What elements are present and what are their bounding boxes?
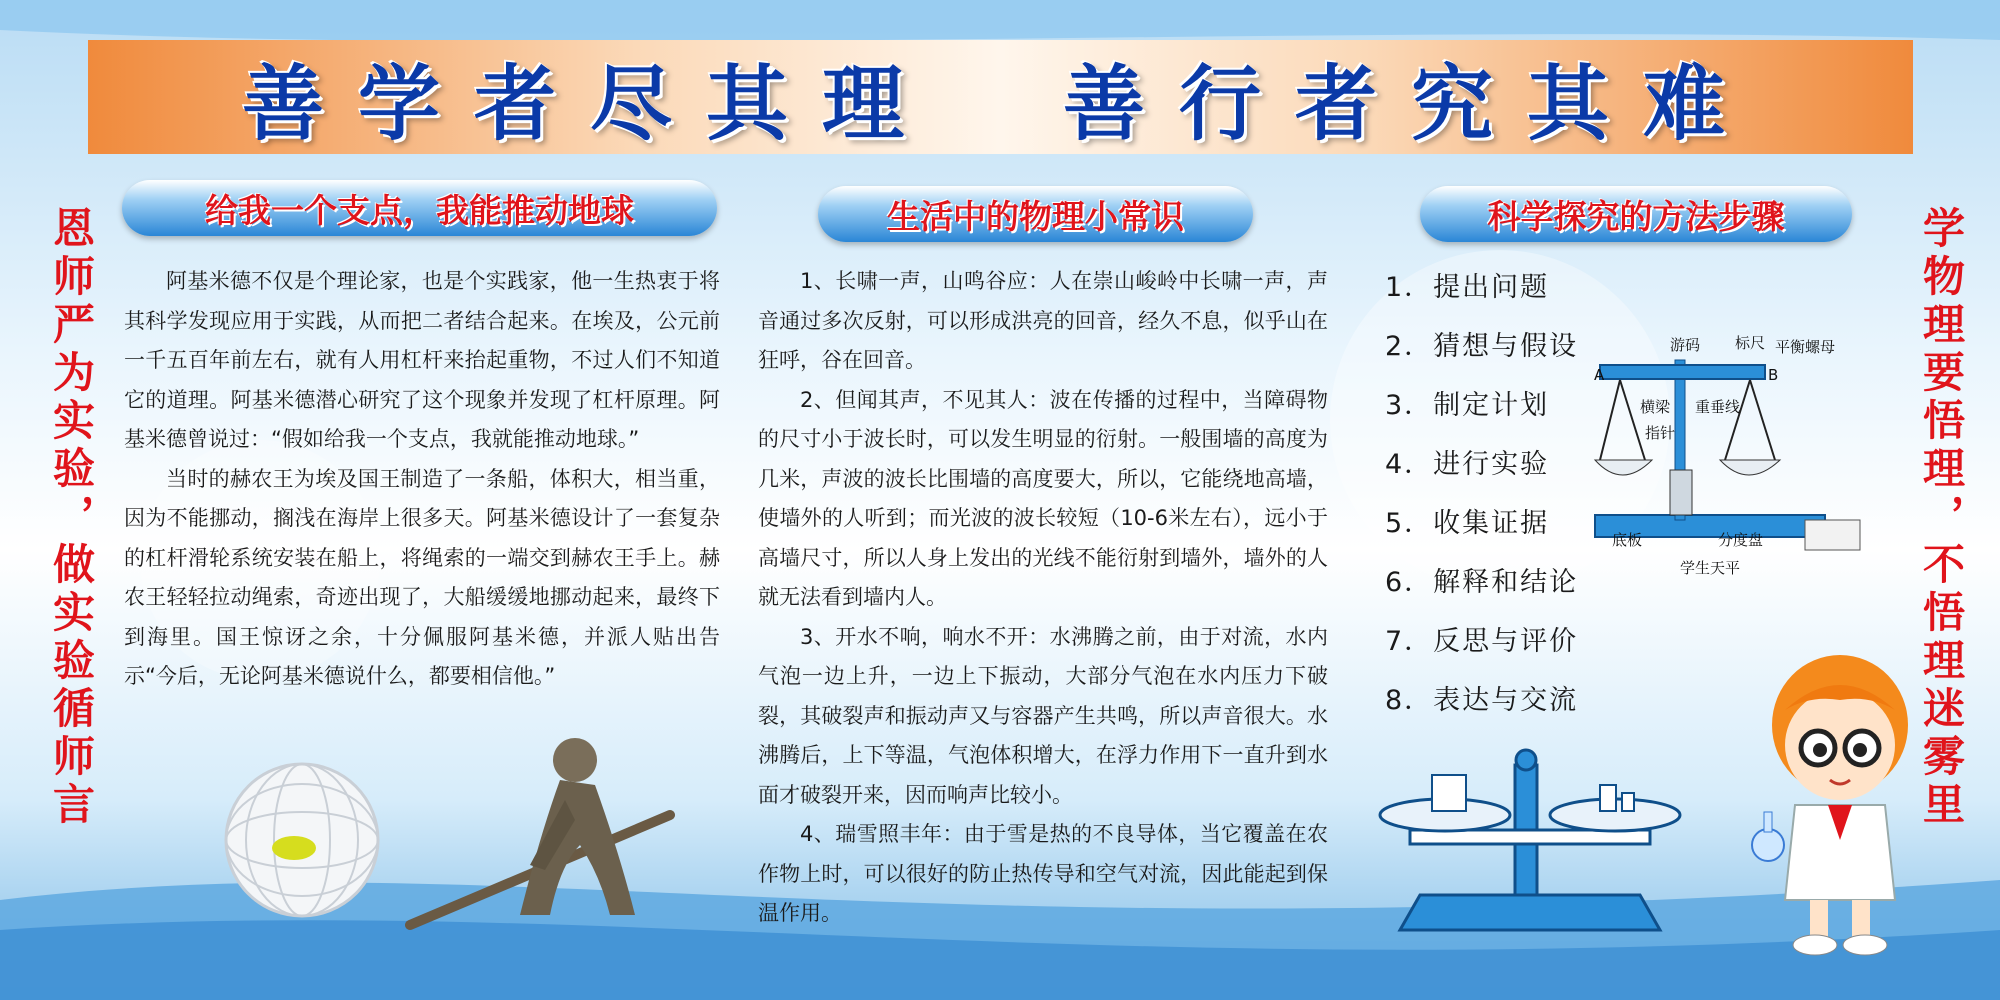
page-title: 善学者尽其理 善行者究其难 bbox=[241, 55, 1760, 152]
label-b: B bbox=[1768, 366, 1779, 384]
label-weights: 游码 bbox=[1670, 336, 1701, 354]
method-step: 8．表达与交流 bbox=[1385, 685, 1579, 716]
method-step: 5．收集证据 bbox=[1385, 508, 1550, 539]
life-section-title: 生活中的物理小常识 bbox=[887, 196, 1184, 236]
label-nut: 平衡螺母 bbox=[1775, 338, 1836, 356]
student-balance-diagram bbox=[1590, 330, 1880, 590]
method-section-title: 科学探究的方法步骤 bbox=[1487, 196, 1785, 236]
method-step: 7．反思与评价 bbox=[1385, 626, 1579, 657]
label-scale: 标尺 bbox=[1735, 334, 1766, 352]
life-paragraph: 3、开水不响，响水不开：水沸腾之前，由于对流，水内气泡一边上升，一边上下振动，大部分气泡在水内压力下破裂，其破裂声和振动声又与容器产生共鸣，所以声音很大。水沸腾后，上下等温，气泡体积增大，在浮力作用下一直升到水面才破裂开来，因而响声比较小。 bbox=[758, 624, 1328, 807]
method-step: 3．制定计划 bbox=[1385, 390, 1550, 421]
blue-balance-illustration bbox=[1370, 735, 1690, 940]
method-step: 1．提出问题 bbox=[1385, 272, 1550, 303]
lever-paragraph: 阿基米德不仅是个理论家，也是个实践家，他一生热衷于将其科学发现应用于实践，从而把二者结合起来。在埃及，公元前一千五百年前左右，就有人用杠杆来抬起重物，不过人们不知道它的道理。阿基米德潜心研究了这个现象并发现了杠杆原理。阿基米德曾说过：“假如给我一个支点，我就能推动地球。” bbox=[124, 269, 720, 451]
method-step: 4．进行实验 bbox=[1385, 449, 1550, 480]
life-section-body bbox=[758, 262, 1328, 934]
left-slogan: 恩师严为实验，做实验循师言 bbox=[47, 206, 96, 830]
label-dial: 分度盘 bbox=[1718, 531, 1764, 549]
lever-section-header bbox=[122, 180, 717, 236]
method-step: 2．猜想与假设 bbox=[1385, 331, 1579, 362]
life-paragraph: 4、瑞雪照丰年：由于雪是热的不良导体，当它覆盖在农作物上时，可以很好的防止热传导和空气对流，因此能起到保温作用。 bbox=[758, 822, 1328, 925]
lever-paragraph: 当时的赫农王为埃及国王制造了一条船，体积大，相当重，因为不能挪动，搁浅在海岸上很多天。阿基米德设计了一套复杂的杠杆滑轮系统安装在船上，将绳索的一端交到赫农王手上。赫农王轻轻拉动绳索，奇迹出现了，大船缓缓地挪动起来，最终下到海里。国王惊讶之余，十分佩服阿基米德，并派人贴出告示“今后，无论阿基米德说什么，都要相信他。” bbox=[124, 466, 720, 688]
life-paragraph: 1、长啸一声，山鸣谷应：人在崇山峻岭中长啸一声，声音通过多次反射，可以形成洪亮的回音，经久不息，似乎山在狂呼，谷在回音。 bbox=[758, 269, 1328, 372]
title-banner bbox=[88, 40, 1913, 154]
label-plumb: 重垂线 bbox=[1695, 398, 1741, 416]
cartoon-scientist-illustration bbox=[1740, 640, 1940, 960]
archimedes-statue-illustration bbox=[400, 725, 680, 935]
right-slogan: 学物理要悟理，不悟理迷雾里 bbox=[1917, 206, 1966, 830]
globe-illustration bbox=[222, 760, 382, 920]
label-caption: 学生天平 bbox=[1680, 559, 1741, 577]
lever-section-title: 给我一个支点，我能推动地球 bbox=[205, 190, 634, 230]
label-a: A bbox=[1594, 366, 1605, 384]
label-base: 底板 bbox=[1612, 531, 1643, 549]
life-section-header bbox=[818, 186, 1253, 242]
label-beam: 横梁 bbox=[1640, 398, 1671, 416]
lever-section-body bbox=[124, 262, 720, 697]
label-pointer: 指针 bbox=[1645, 424, 1676, 442]
method-step: 6．解释和结论 bbox=[1385, 567, 1579, 598]
life-paragraph: 2、但闻其声，不见其人：波在传播的过程中，当障碍物的尺寸小于波长时，可以发生明显的衍射。一般围墙的高度为几米，声波的波长比围墙的高度要大，所以，它能绕地高墙，使墙外的人听到；而光波的波长较短（10-6米左右），远小于高墙尺寸，所以人身上发出的光线不能衍射到墙外，墙外的人就无法看到墙内人。 bbox=[758, 387, 1328, 609]
method-section-header bbox=[1420, 186, 1852, 242]
